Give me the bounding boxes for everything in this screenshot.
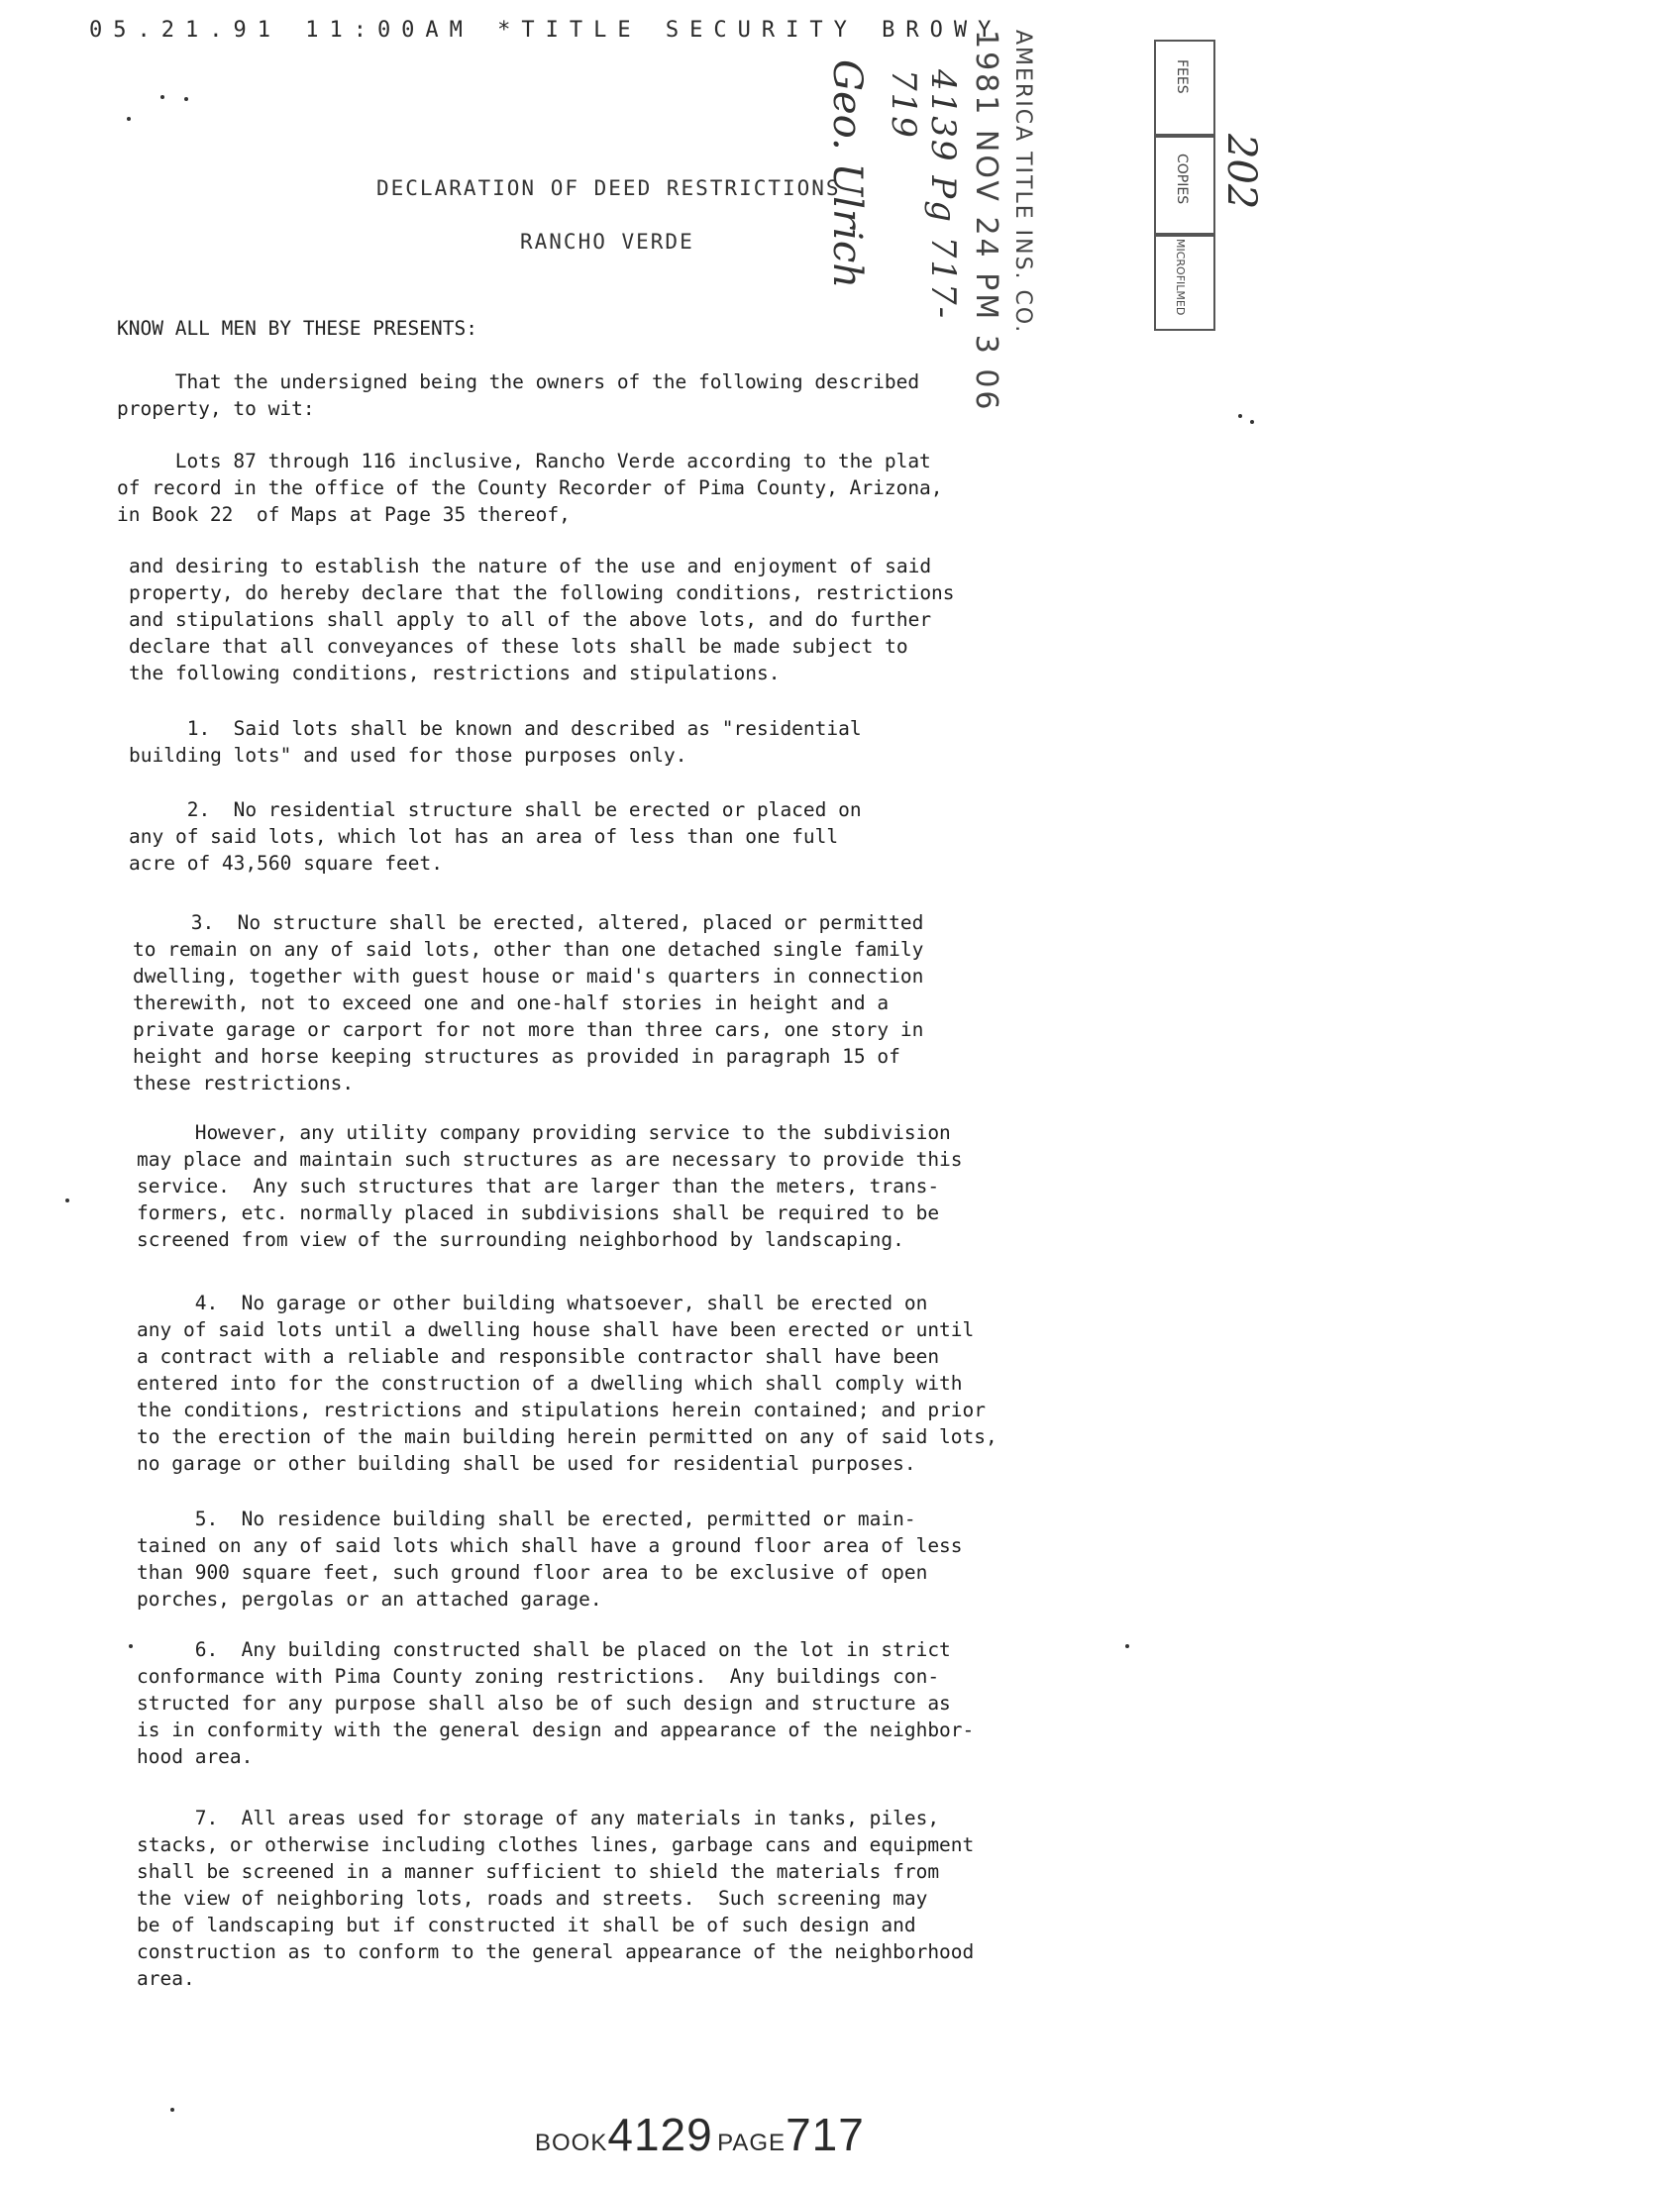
- scan-speck: [1238, 414, 1242, 418]
- scan-speck: [1125, 1644, 1129, 1648]
- scan-speck: [184, 97, 188, 101]
- page-label: PAGE: [717, 2130, 787, 2156]
- document-subtitle: RANCHO VERDE: [520, 230, 694, 254]
- restriction-1: 1. Said lots shall be known and described as "residential building lots" and used for those purposes only.: [129, 717, 862, 767]
- restriction-5: 5. No residence building shall be erected, permitted or main- tained on any of said lots which shall have a ground floor area of less than 900 square feet, such ground floor area to be exclusive of open porches, pergolas or an attached garage.: [137, 1508, 963, 1611]
- know-all-men-clause: KNOW ALL MEN BY THESE PRESENTS:: [117, 317, 477, 340]
- restriction-6: 6. Any building constructed shall be placed on the lot in strict conformance with Pima County zoning restrictions. Any buildings con- structed for any purpose shall also be of such design and structure as is in conformity with the general design and appearance of the neighbor- hood area.: [137, 1638, 975, 1768]
- property-description: Lots 87 through 116 inclusive, Rancho Verde according to the plat of record in the office of the County Recorder of Pima County, Arizona, in Book 22 of Maps at Page 35 thereof,: [117, 450, 943, 526]
- scan-speck: [129, 1644, 133, 1648]
- intent-paragraph: and desiring to establish the nature of the use and enjoyment of said property, do hereby declare that the following conditions, restrictions and stipulations shall apply to all of the above lots, and do further declare that all conveyances of these lots shall be made subject to the following conditions, restrictions and stipulations.: [129, 555, 955, 684]
- scan-speck: [65, 1198, 69, 1202]
- restriction-7: 7. All areas used for storage of any materials in tanks, piles, stacks, or otherwise including clothes lines, garbage cans and equipment shall be screened in a manner sufficient to shield the materials from the view of neighboring lots, roads and streets. Such screening may be of landscaping but if constructed it shall be of such design and construction as to conform to the general appearance of the neighborhood area.: [137, 1807, 975, 1990]
- fee-number: 202: [1218, 134, 1264, 210]
- scan-speck: [1250, 420, 1254, 424]
- fax-transmission-header: 05.21.91 11:00AM *TITLE SECURITY BROWY: [89, 18, 1002, 43]
- restriction-3: 3. No structure shall be erected, altered, placed or permitted to remain on any of said lots, other than one detached single family dwelling, together with guest house or maid's quarters in connection therewith, not to exceed one and one-half stories in height and a private garage or carport for not more than three cars, one story in height and horse keeping structures as provided in paragraph 15 of these restrictions.: [133, 911, 924, 1094]
- fee-box: FEES: [1154, 40, 1215, 138]
- scan-speck: [160, 95, 164, 99]
- restriction-2: 2. No residential structure shall be erected or placed on any of said lots, which lot has an area of less than one full acre of 43,560 square feet.: [129, 798, 862, 875]
- page-number: 717: [786, 2109, 865, 2160]
- recorder-signature: Geo. Ulrich: [824, 59, 870, 289]
- preamble-paragraph: That the undersigned being the owners of the following described property, to wit:: [117, 370, 920, 420]
- docket-reference: 4139 Pg 717-719: [884, 69, 963, 321]
- book-page-stamp: [535, 2108, 865, 2161]
- copies-box: COPIES: [1154, 134, 1215, 237]
- title-company: AMERICA TITLE INS. CO.: [1010, 30, 1035, 335]
- utility-exception: However, any utility company providing service to the subdivision may place and maintain such structures as are necessary to provide this service. Any such structures that are larger than the meters, trans- formers, etc. normally placed in subdivisions shall be required to be screened from view of the surrounding neighborhood by landscaping.: [137, 1121, 963, 1251]
- restriction-4: 4. No garage or other building whatsoever, shall be erected on any of said lots until a dwelling house shall have been erected or until a contract with a reliable and responsible contractor shall have been entered into for the construction of a dwelling which shall comply with the conditions, restrictions and stipulations herein contained; and prior to the erection of the main building herein permitted on any of said lots, no garage or other building shall be used for residential purposes.: [137, 1292, 998, 1475]
- document-title: DECLARATION OF DEED RESTRICTIONS: [376, 176, 841, 200]
- book-number: 4129: [607, 2109, 713, 2160]
- microfilm-box: MICROFILMED: [1154, 233, 1215, 331]
- book-label: BOOK: [535, 2130, 608, 2156]
- scan-speck: [127, 117, 131, 121]
- recording-date: 1981 NOV 24 PM 3 06: [969, 30, 1003, 413]
- recording-stamp: [822, 30, 1308, 413]
- scan-speck: [170, 2108, 174, 2112]
